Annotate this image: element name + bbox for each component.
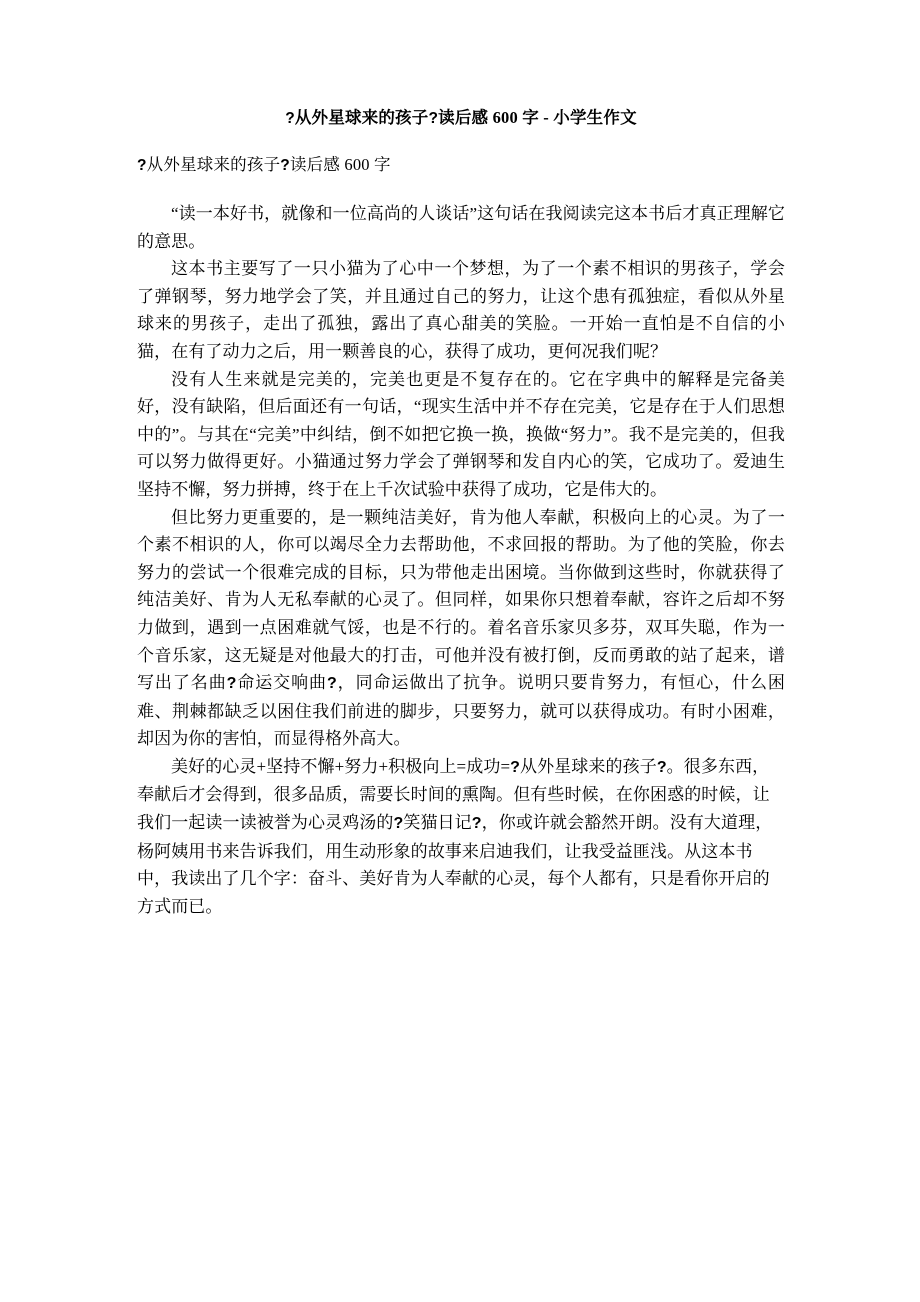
book-title-marker: ?	[137, 157, 147, 174]
book-title-marker: ?	[428, 110, 439, 127]
book-title-marker: ?	[285, 110, 295, 127]
book-title-marker: ?	[510, 758, 520, 776]
document-title: ?从外星球来的孩子?读后感 600 字 - 小学生作文	[285, 108, 637, 127]
document-content	[137, 104, 785, 920]
body-paragraph-5: 美好的心灵+坚持不懈+努力+积极向上=成功=?从外星球来的孩子?。很多东西，奉献后才会得到，很多品质，需要长时间的熏陶。但有些时候，在你困惑的时候，让我们一起读一读被誉为心灵鸡汤的?笑猫日记?，你或许就会豁然开朗。没有大道理，杨阿姨用书来告诉我们，用生动形象的故事来启迪我们，让我受益匪浅。从这本书中，我读出了几个字：奋斗、美好肯为人奉献的心灵，每个人都有，只是看你开启的方式而已。	[137, 756, 773, 916]
book-title-marker: ?	[226, 675, 237, 693]
book-title-marker: ?	[393, 815, 404, 833]
book-title-marker: ?	[280, 157, 290, 174]
body-paragraph-4: 但比努力更重要的，是一颗纯洁美好，肯为他人奉献，积极向上的心灵。为了一个素不相识的人，你可以竭尽全力去帮助他，不求回报的帮助。为了他的笑脸，你去努力的尝试一个很难完成的目标，只为带他走出困境。当你做到这些时，你就获得了纯洁美好、肯为人无私奉献的心灵了。但同样，如果你只想着奉献，容许之后却不努力做到，遇到一点困难就气馁，也是不行的。着名音乐家贝多芬，双耳失聪，作为一个音乐家，这无疑是对他最大的打击，可他并没有被打倒，反而勇敢的站了起来，谱写出了名曲?命运交响曲?，同命运做出了抗争。说明只要肯努力，有恒心，什么困难、荆棘都缺乏以困住我们前进的脚步，只要努力，就可以获得成功。有时小困难，却因为你的害怕，而显得格外高大。	[137, 507, 786, 749]
document-subtitle: ?从外星球来的孩子?读后感 600 字	[137, 155, 391, 174]
book-title-marker: ?	[326, 675, 337, 693]
book-title-marker: ?	[656, 758, 667, 776]
body-paragraph-3: 没有人生来就是完美的，完美也更是不复存在的。它在字典中的解释是完备美好，没有缺陷，但后面还有一句话，“现实生活中并不存在完美，它是存在于人们思想中的”。与其在“完美”中纠结，倒不如把它换一换，换做“努力”。我不是完美的，但我可以努力做得更好。小猫通过努力学会了弹钢琴和发自内心的笑，它成功了。爱迪生坚持不懈，努力拼搏，终于在上千次试验中获得了成功，它是伟大的。	[137, 369, 785, 499]
body-paragraph-2: 这本书主要写了一只小猫为了心中一个梦想，为了一个素不相识的男孩子，学会了弹钢琴，努力地学会了笑，并且通过自己的努力，让这个患有孤独症，看似从外星球来的男孩子，走出了孤独，露出了真心甜美的笑脸。一开始一直怕是不自信的小猫，在有了动力之后，用一颗善良的心，获得了成功，更何况我们呢？	[137, 259, 785, 361]
body-paragraph-1: “读一本好书，就像和一位高尚的人谈话”这句话在我阅读完这本书后才真正理解它的意思。	[137, 204, 785, 251]
book-title-marker: ?	[471, 815, 482, 833]
